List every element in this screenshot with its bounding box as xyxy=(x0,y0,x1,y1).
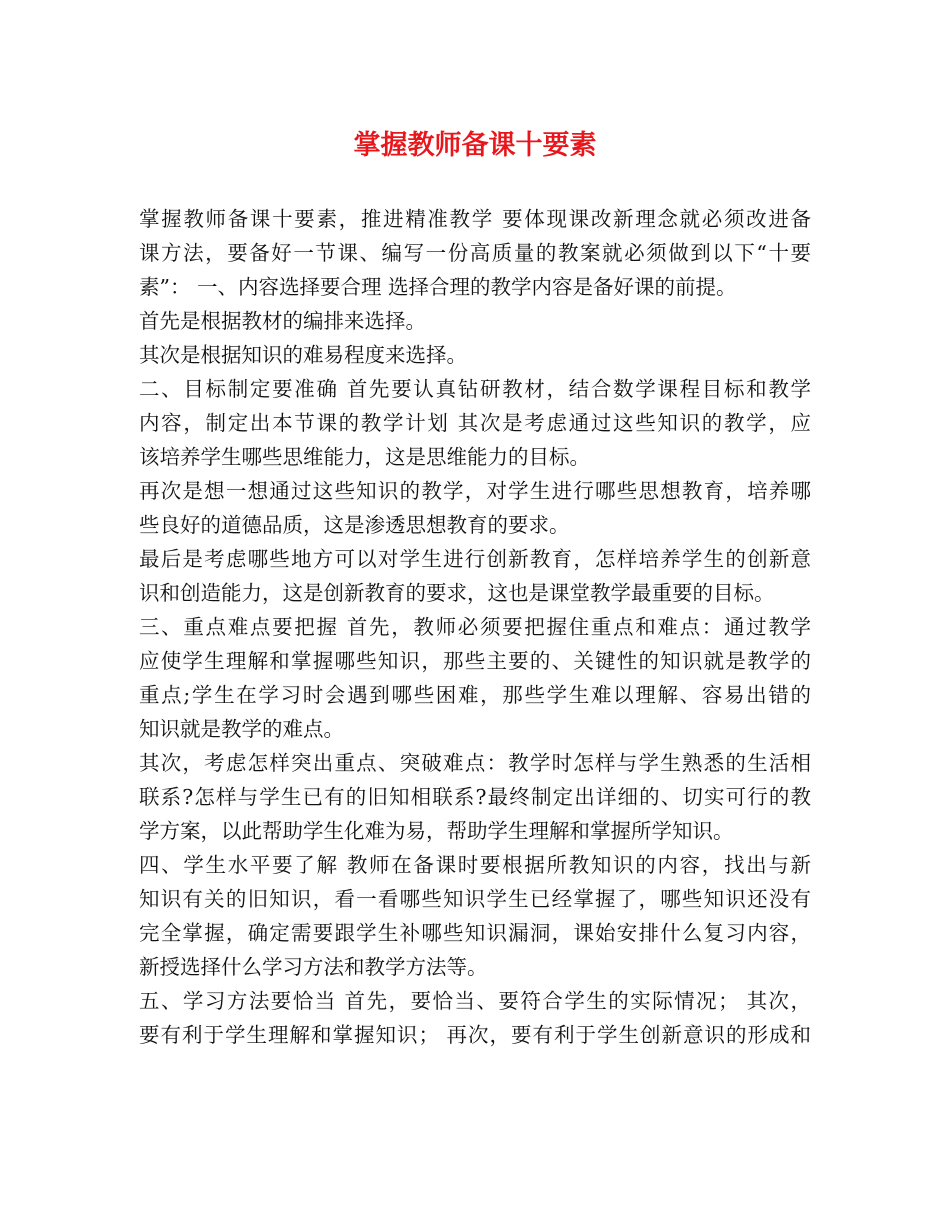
document-body xyxy=(139,202,811,1052)
text-line: 该培养学生哪些思维能力，这是思维能力的目标。 xyxy=(139,445,590,469)
text-line: 些良好的道德品质，这是渗透思想教育的要求。 xyxy=(139,513,570,537)
text-line: 联系?怎样与学生已有的旧知相联系?最终制定出详细的、切实可行的教 xyxy=(139,785,811,809)
text-line: 再次是想一想通过这些知识的教学，对学生进行哪些思想教育，培养哪 xyxy=(139,479,811,503)
text-line: 掌握教师备课十要素，推进精准教学 要体现课改新理念就必须改进备 xyxy=(139,207,811,231)
text-line: 素”： 一、内容选择要合理 选择合理的教学内容是备好课的前提。 xyxy=(139,275,737,299)
text-line: 课方法，要备好一节课、编写一份高质量的教案就必须做到以下“十要 xyxy=(139,241,811,265)
text-line: 内容，制定出本节课的教学计划 其次是考虑通过这些知识的教学，应 xyxy=(139,411,811,435)
document-title: 掌握教师备课十要素 xyxy=(353,130,597,161)
text-line: 学方案，以此帮助学生化难为易，帮助学生理解和掌握所学知识。 xyxy=(139,819,734,843)
text-line: 重点;学生在学习时会遇到哪些困难，那些学生难以理解、容易出错的 xyxy=(139,683,811,707)
text-line: 其次，考虑怎样突出重点、突破难点：教学时怎样与学生熟悉的生活相 xyxy=(139,751,811,775)
text-line: 新授选择什么学习方法和教学方法等。 xyxy=(139,955,488,979)
text-line: 识和创造能力，这是创新教育的要求，这也是课堂教学最重要的目标。 xyxy=(139,581,775,605)
text-line: 知识就是教学的难点。 xyxy=(139,717,344,741)
text-line: 首先是根据教材的编排来选择。 xyxy=(139,309,426,333)
text-line: 其次是根据知识的难易程度来选择。 xyxy=(139,343,467,367)
text-line: 二、目标制定要准确 首先要认真钻研教材，结合数学课程目标和教学 xyxy=(139,377,811,401)
text-line: 三、重点难点要把握 首先，教师必须要把握住重点和难点：通过教学 xyxy=(139,615,811,639)
text-line: 要有利于学生理解和掌握知识； 再次，要有利于学生创新意识的形成和 xyxy=(139,1023,811,1047)
text-line: 最后是考虑哪些地方可以对学生进行创新教育，怎样培养学生的创新意 xyxy=(139,547,811,571)
text-line: 应使学生理解和掌握哪些知识，那些主要的、关键性的知识就是教学的 xyxy=(139,649,811,673)
text-line: 四、学生水平要了解 教师在备课时要根据所教知识的内容，找出与新 xyxy=(139,853,811,877)
text-line: 完全掌握，确定需要跟学生补哪些知识漏洞，课始安排什么复习内容， xyxy=(139,921,811,945)
text-line: 五、学习方法要恰当 首先，要恰当、要符合学生的实际情况； 其次， xyxy=(139,989,811,1013)
text-line: 知识有关的旧知识，看一看哪些知识学生已经掌握了，哪些知识还没有 xyxy=(139,887,811,911)
